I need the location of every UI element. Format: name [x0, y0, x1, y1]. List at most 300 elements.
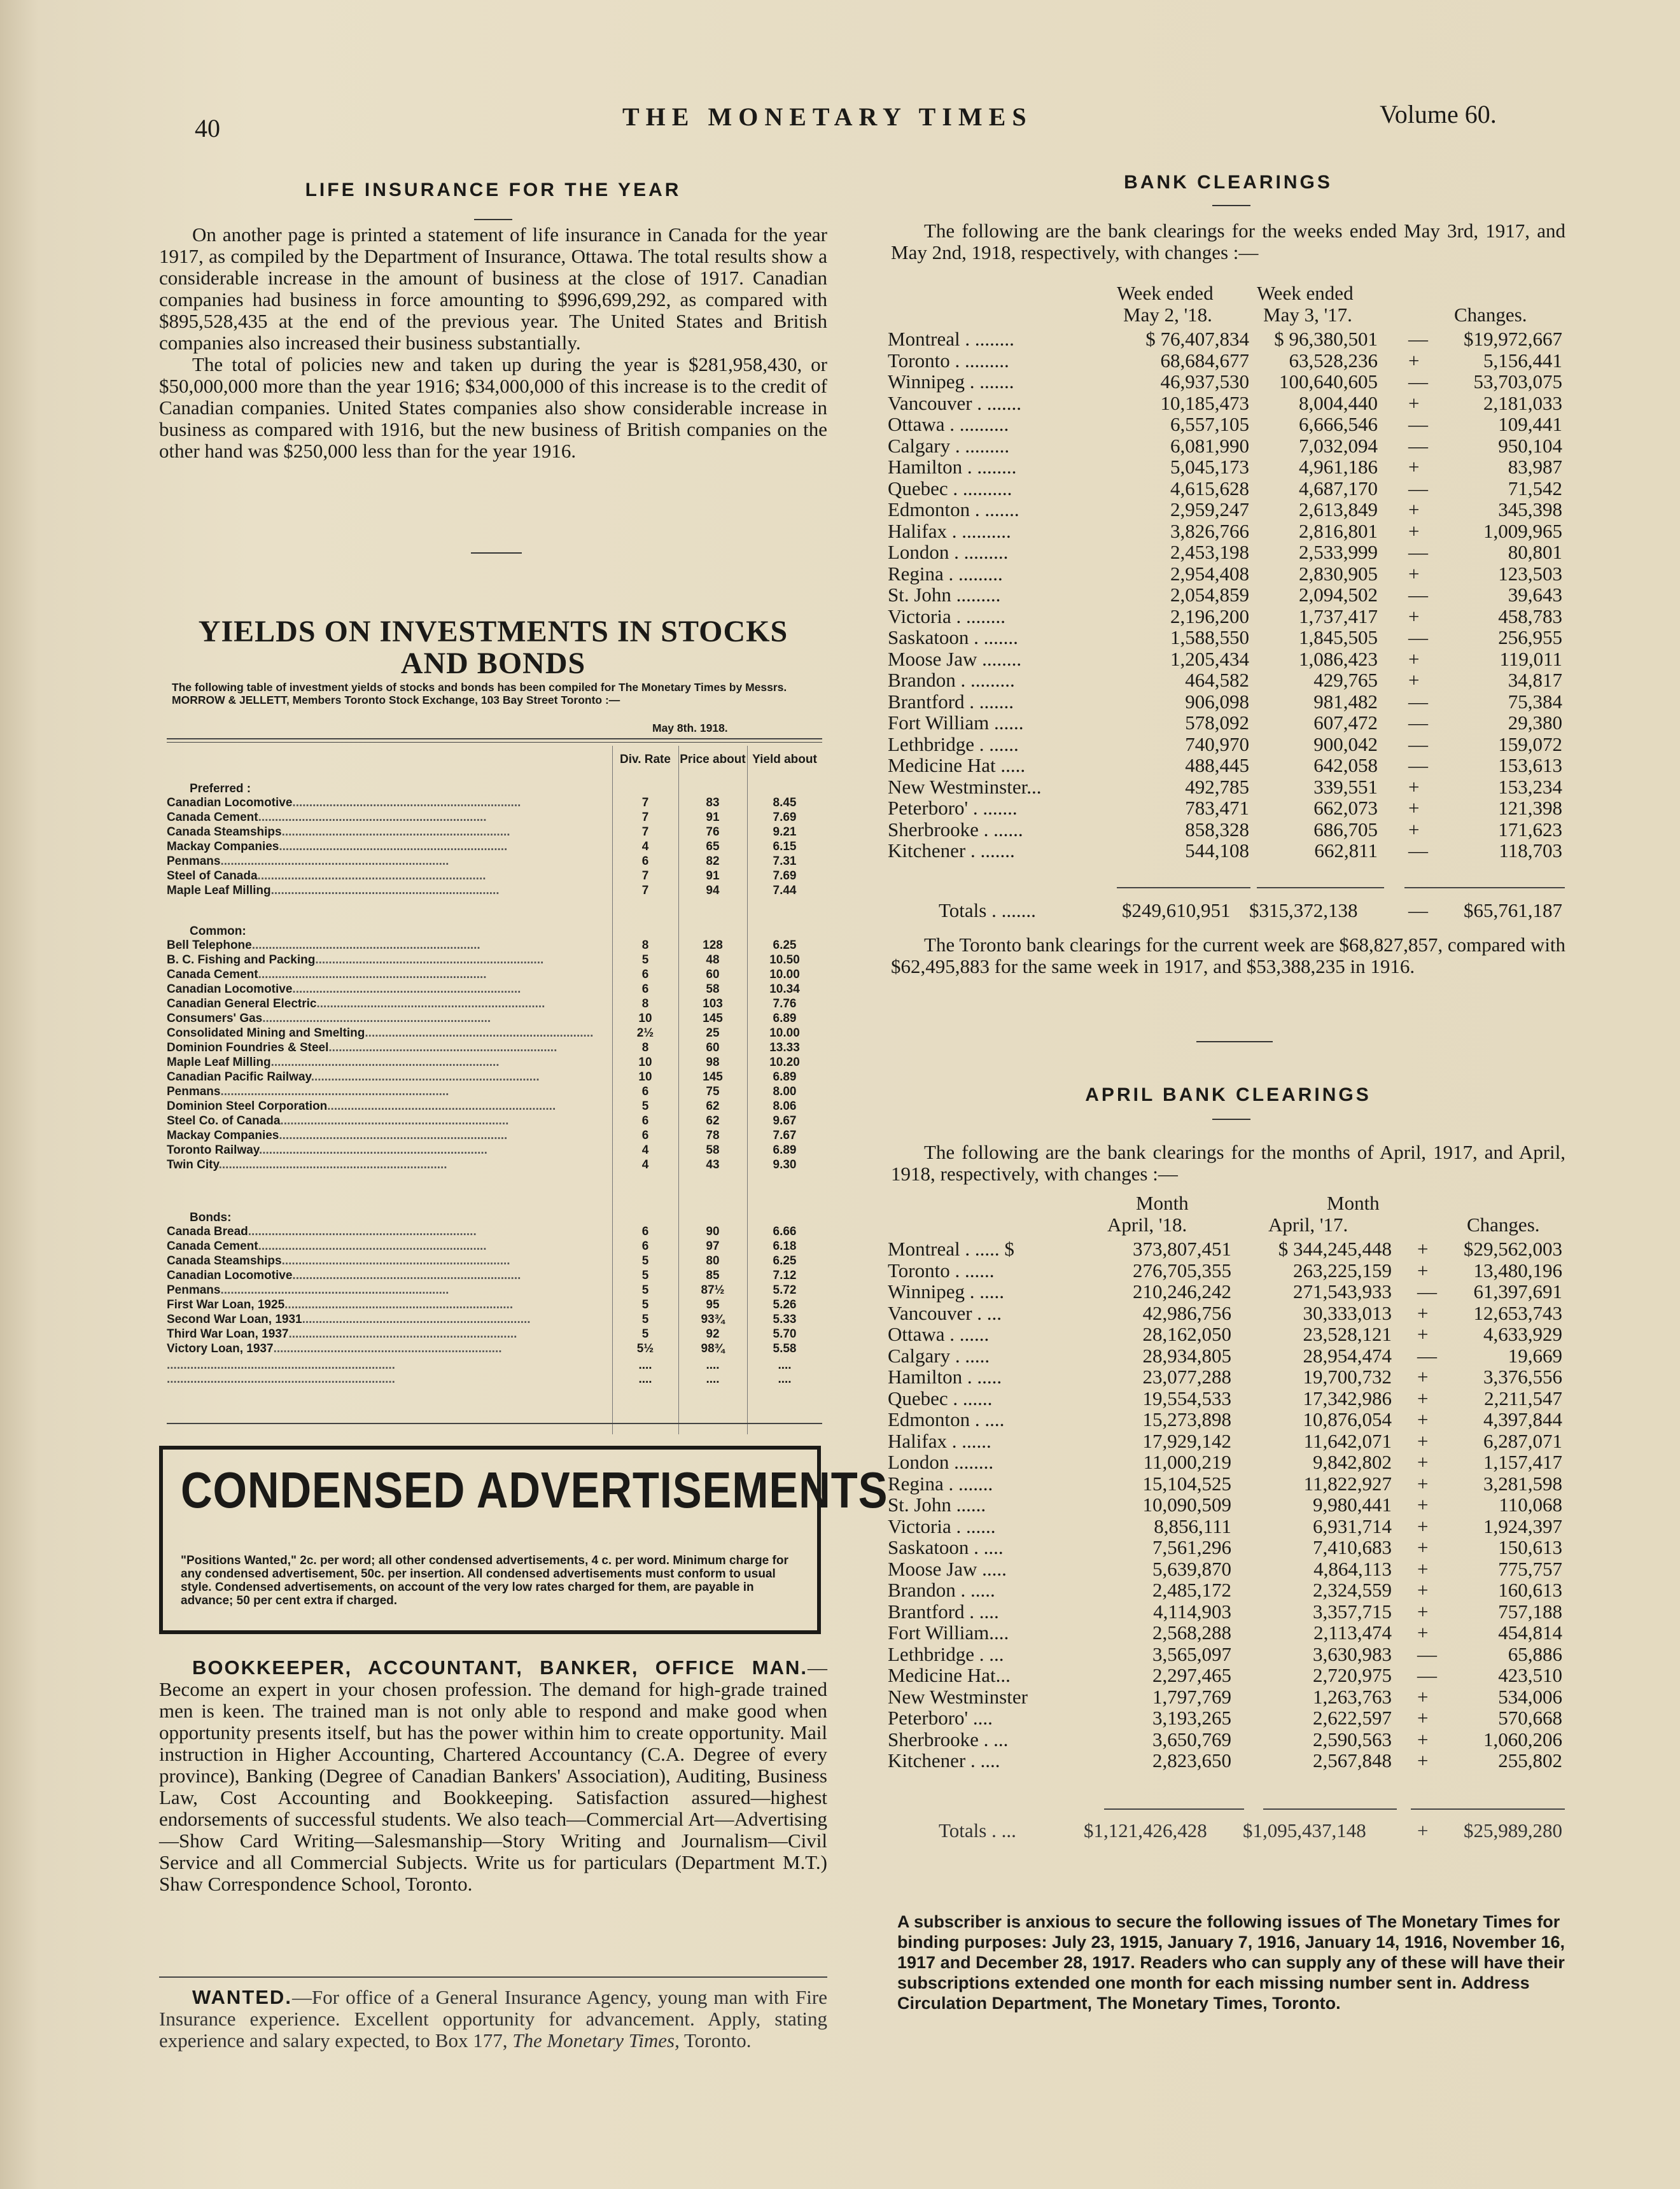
price: 145: [703, 1070, 723, 1084]
change-sign: +: [1417, 1728, 1429, 1751]
table-row: [167, 883, 822, 898]
change-value: 171,623: [1498, 818, 1562, 841]
div-rate: 5: [641, 953, 649, 967]
blank-rows: [167, 1358, 822, 1390]
change-value: 34,817: [1508, 669, 1562, 691]
change-value: 4,397,844: [1483, 1408, 1562, 1430]
life-insurance-title: LIFE INSURANCE FOR THE YEAR: [305, 179, 682, 200]
security-name: [167, 938, 610, 953]
table-row: [167, 1099, 822, 1114]
table-row: [888, 456, 1562, 477]
price: 60: [706, 1041, 720, 1054]
value-previous: 3,357,715: [1313, 1600, 1392, 1623]
yield: 6.18: [773, 1240, 797, 1253]
city: Vancouver . .......: [888, 391, 1022, 414]
city: Edmonton . ....: [888, 1408, 1005, 1430]
change-value: $29,562,003: [1464, 1238, 1562, 1260]
change-sign: —: [1417, 1664, 1437, 1686]
totals-value: $315,372,138: [1249, 899, 1358, 921]
dot-leader: ....................................................................: [262, 1012, 491, 1025]
dot-leader: ....................................................................: [270, 1056, 500, 1069]
change-sign: +: [1417, 1387, 1429, 1409]
col-header-yield: Yield about: [752, 753, 817, 766]
col3-header: Changes.: [1467, 1213, 1540, 1236]
change-sign: +: [1408, 797, 1420, 819]
change-sign: —: [1408, 413, 1428, 435]
dot-leader: ....................................................................: [288, 1327, 517, 1341]
change-sign: +: [1417, 1301, 1429, 1324]
change-sign: —: [1408, 477, 1428, 500]
change-value: 458,783: [1498, 605, 1562, 627]
security-label: Canada Steamships: [167, 1254, 282, 1268]
price: 98¾: [701, 1342, 725, 1355]
value-current: 42,986,756: [1142, 1301, 1231, 1324]
table-row: [167, 1239, 822, 1254]
security-name: [167, 1312, 610, 1327]
price: 128: [703, 939, 723, 952]
city: Moose Jaw .....: [888, 1557, 1007, 1580]
change-value: 3,281,598: [1483, 1472, 1562, 1495]
security-label: Dominion Steel Corporation: [167, 1100, 328, 1113]
yield: 10.50: [769, 953, 800, 967]
table-row: [888, 1644, 1562, 1665]
table-row: [888, 521, 1562, 542]
value-previous: 2,094,502: [1299, 584, 1378, 606]
preferred-label: Preferred :: [190, 782, 251, 795]
value-previous: 607,472: [1313, 711, 1378, 734]
value-previous: 7,410,683: [1313, 1536, 1392, 1558]
security-label: Victory Loan, 1937: [167, 1342, 274, 1355]
change-sign: —: [1408, 541, 1428, 563]
city: Victoria . ......: [888, 1514, 996, 1537]
change-value: 4,633,929: [1483, 1323, 1562, 1345]
value-previous: 1,845,505: [1299, 626, 1378, 648]
change-value: 75,384: [1508, 690, 1562, 713]
div-rate: 6: [641, 1225, 649, 1238]
value-current: 858,328: [1185, 818, 1249, 841]
value-previous: 3,630,983: [1313, 1642, 1392, 1665]
change-value: 153,613: [1498, 754, 1562, 776]
security-name: [167, 1297, 610, 1312]
yield: 10.00: [769, 968, 800, 981]
table-row: [167, 997, 822, 1011]
bank-clearings-intro: [891, 220, 1565, 263]
value-current: 8,856,111: [1154, 1514, 1231, 1537]
table-row: [888, 1345, 1562, 1366]
city: Saskatoon . ....: [888, 1536, 1004, 1558]
price: 75: [706, 1085, 720, 1098]
div-rate: 5: [641, 1100, 649, 1113]
col2-header: Week ended: [1257, 282, 1354, 304]
city: Calgary . .....: [888, 1344, 990, 1367]
table-row: [888, 1537, 1562, 1558]
value-current: 68,684,677: [1160, 349, 1249, 372]
city: Quebec . ..........: [888, 477, 1012, 500]
change-value: 153,234: [1498, 775, 1562, 798]
table-row: [888, 797, 1562, 818]
value-previous: 1,737,417: [1299, 605, 1378, 627]
security-label: Canadian Locomotive: [167, 1269, 293, 1282]
security-name: [167, 1239, 610, 1254]
change-sign: +: [1408, 669, 1420, 691]
value-previous: 30,333,013: [1303, 1301, 1392, 1324]
col2-header: Month: [1327, 1192, 1380, 1214]
change-sign: —: [1408, 370, 1428, 393]
value-current: 906,098: [1185, 690, 1249, 713]
div-rate: 7: [641, 884, 649, 897]
change-sign: +: [1408, 605, 1420, 627]
security-label: Maple Leaf Milling: [167, 884, 271, 897]
table-row: [888, 1473, 1562, 1494]
value-current: $ 76,407,834: [1145, 328, 1249, 350]
security-name: [167, 997, 610, 1011]
table-row: [888, 627, 1562, 648]
yields-table: [167, 746, 822, 1439]
blank-cell: ....: [706, 1373, 720, 1386]
col1-subheader: April, '18.: [1107, 1213, 1187, 1236]
dot-leader: ....................................................................: [281, 1254, 510, 1268]
change-sign: —: [1417, 1280, 1437, 1303]
value-previous: 6,666,546: [1299, 413, 1378, 435]
yield: 7.76: [773, 997, 797, 1011]
value-previous: 23,528,121: [1303, 1323, 1392, 1345]
paragraph: The following are the bank clearings for the weeks ended May 3rd, 1917, and May 2nd, 1918, respectively, with changes :—: [891, 220, 1565, 263]
change-sign: +: [1417, 1685, 1429, 1708]
price: 103: [703, 997, 723, 1011]
div-rate: 6: [641, 1240, 649, 1253]
value-previous: 2,720,975: [1313, 1664, 1392, 1686]
security-label: Penmans: [167, 855, 221, 868]
value-current: 6,557,105: [1170, 413, 1249, 435]
table-row: [167, 1114, 822, 1128]
change-sign: +: [1417, 1429, 1429, 1452]
price: 93¾: [701, 1313, 725, 1326]
change-value: 570,668: [1498, 1707, 1562, 1729]
security-label: First War Loan, 1925: [167, 1298, 285, 1311]
value-previous: 2,324,559: [1313, 1579, 1392, 1601]
value-previous: 6,931,714: [1313, 1514, 1392, 1537]
value-previous: 7,032,094: [1299, 434, 1378, 457]
yield: 10.00: [769, 1026, 800, 1040]
city: Lethbridge . ...: [888, 1642, 1004, 1665]
blank-cell: ....: [638, 1359, 652, 1372]
change-value: 2,211,547: [1484, 1387, 1562, 1409]
col1-header: Week ended: [1117, 282, 1214, 304]
price: 83: [706, 796, 720, 809]
value-current: 15,273,898: [1142, 1408, 1231, 1430]
dot-leader: ....................................................................: [257, 869, 486, 883]
value-current: 464,582: [1185, 669, 1249, 691]
april-clearings-intro: [891, 1142, 1565, 1185]
table-row: [888, 1750, 1562, 1771]
value-current: 2,954,408: [1170, 562, 1249, 585]
security-label: Canada Cement: [167, 811, 258, 824]
change-value: 534,006: [1498, 1685, 1562, 1708]
table-row: [888, 1494, 1562, 1515]
table-row: [888, 1388, 1562, 1409]
change-value: 150,613: [1498, 1536, 1562, 1558]
table-row: [167, 795, 822, 810]
change-value: 1,157,417: [1483, 1451, 1562, 1473]
div-rate: 10: [638, 1070, 652, 1084]
dot-leader: ....................................................................: [279, 840, 508, 853]
price: 95: [706, 1298, 720, 1311]
paragraph: The total of policies new and taken up during the year is $281,958,430, or $50,000,000 more than the year 1916; $34,000,000 of this increase is to the credit of Canadian companies. United States companies also show considerable increase in business as compared with 1916, but the new business of British companies on the other hand was $250,000 less than for the year 1916.: [159, 353, 827, 462]
city: Medicine Hat .....: [888, 754, 1026, 776]
change-sign: +: [1408, 498, 1420, 521]
dot-leader: ....................................................................: [270, 884, 500, 897]
security-name: [167, 869, 610, 883]
paragraph: On another page is printed a statement of life insurance in Canada for the year 1917, as compiled by the Department of Insurance, Ottawa. The total results show a considerable increase in the amount of business at the close of 1917. Canadian companies had business in force amounting to $996,699,292, as compared with $895,528,435 at the end of the previous year. The United States and British companies also increased their business substantially.: [159, 223, 827, 354]
price: 91: [706, 869, 720, 883]
col1-header: Month: [1136, 1192, 1189, 1214]
change-sign: +: [1417, 1472, 1429, 1495]
price: 58: [706, 1143, 720, 1157]
city: New Westminster...: [888, 775, 1042, 798]
dot-leader: ....................................................................: [258, 1143, 487, 1157]
dot-leader: ....................................................................: [281, 825, 510, 839]
dot-leader: ....................................................................: [280, 1114, 509, 1128]
security-name: [167, 810, 610, 825]
change-sign: +: [1417, 1323, 1429, 1345]
change-sign: +: [1408, 562, 1420, 585]
change-value: $19,972,667: [1464, 328, 1562, 350]
divider: [1196, 1041, 1273, 1042]
table-row: [888, 1260, 1562, 1281]
change-value: 160,613: [1498, 1579, 1562, 1601]
change-value: 3,376,556: [1483, 1366, 1562, 1388]
change-sign: —: [1408, 626, 1428, 648]
value-current: 373,807,451: [1133, 1238, 1231, 1260]
value-current: 17,929,142: [1142, 1429, 1231, 1452]
table-row: [888, 1366, 1562, 1387]
div-rate: 5: [641, 1269, 649, 1282]
dot-leader: ....................................................................: [167, 1373, 395, 1386]
dot-leader: ....................................................................: [218, 1158, 447, 1171]
security-label: Canada Steamships: [167, 825, 282, 839]
change-value: 83,987: [1508, 456, 1562, 478]
yield: 6.15: [773, 840, 797, 853]
totals-sign: —: [1408, 899, 1428, 921]
value-previous: 4,864,113: [1313, 1557, 1392, 1580]
table-row: [167, 953, 822, 967]
city: Toronto . .........: [888, 349, 1009, 372]
city: Halifax . ......: [888, 1429, 991, 1452]
value-current: 7,561,296: [1152, 1536, 1231, 1558]
yield: 6.89: [773, 1070, 797, 1084]
col-header-price: Price about: [680, 753, 746, 766]
value-current: 2,196,200: [1170, 605, 1249, 627]
table-row: [888, 350, 1562, 371]
value-current: 783,471: [1185, 797, 1249, 819]
change-value: 109,441: [1498, 413, 1562, 435]
sum-rule: [1411, 1808, 1565, 1810]
div-rate: 5: [641, 1283, 649, 1297]
table-header: [888, 1214, 1562, 1235]
div-rate: 7: [641, 869, 649, 883]
totals-label: Totals . .......: [939, 899, 1036, 921]
value-current: 46,937,530: [1160, 370, 1249, 393]
sum-rule: [1117, 887, 1250, 888]
price: 85: [706, 1269, 720, 1282]
city: Toronto . ......: [888, 1259, 995, 1282]
dot-leader: ....................................................................: [302, 1313, 531, 1326]
security-label: Steel of Canada: [167, 869, 258, 883]
div-rate: 5: [641, 1298, 649, 1311]
yield: 6.66: [773, 1225, 797, 1238]
value-current: 2,453,198: [1170, 541, 1249, 563]
table-row: [888, 1579, 1562, 1600]
div-rate: 2½: [636, 1026, 654, 1040]
col2-subheader: April, '17.: [1268, 1213, 1348, 1236]
change-sign: —: [1408, 711, 1428, 734]
city: Halifax . ..........: [888, 519, 1011, 542]
change-value: 255,802: [1498, 1749, 1562, 1772]
bookkeeper-heading: BOOKKEEPER, ACCOUNTANT, BANKER, OFFICE MAN.: [192, 1656, 808, 1679]
city: Regina . .......: [888, 1472, 993, 1495]
value-previous: 2,113,474: [1313, 1621, 1392, 1644]
security-label: Consolidated Mining and Smelting: [167, 1026, 365, 1040]
city: Kitchener . ....: [888, 1749, 1000, 1772]
table-row: [888, 1238, 1562, 1259]
divider: [159, 1976, 827, 1978]
security-name: [167, 1055, 610, 1070]
city: Peterboro' ....: [888, 1707, 993, 1729]
table-row: [888, 840, 1562, 861]
div-rate: 7: [641, 811, 649, 824]
change-value: 950,104: [1498, 434, 1562, 457]
value-current: 2,823,650: [1152, 1749, 1231, 1772]
value-previous: 686,705: [1313, 818, 1378, 841]
table-row: [888, 1601, 1562, 1622]
dot-leader: ....................................................................: [316, 997, 545, 1011]
change-value: 119,011: [1499, 647, 1562, 670]
value-previous: 28,954,474: [1303, 1344, 1392, 1367]
value-current: 11,000,219: [1143, 1451, 1231, 1473]
div-rate: 4: [641, 1143, 649, 1157]
table-rule: [167, 1423, 822, 1424]
security-name: [167, 1040, 610, 1055]
security-label: Consumers' Gas: [167, 1012, 263, 1025]
change-sign: +: [1417, 1579, 1429, 1601]
yield: 5.70: [773, 1327, 797, 1341]
change-value: 423,510: [1498, 1664, 1562, 1686]
value-current: 3,826,766: [1170, 519, 1249, 542]
value-current: 1,797,769: [1152, 1685, 1231, 1708]
value-previous: 900,042: [1313, 732, 1378, 755]
security-label: Twin City: [167, 1158, 219, 1171]
change-value: 29,380: [1508, 711, 1562, 734]
table-row: [888, 691, 1562, 712]
city: Peterboro' . .......: [888, 797, 1018, 819]
value-previous: 2,590,563: [1313, 1728, 1392, 1751]
city: Brandon . .........: [888, 669, 1015, 691]
value-current: 10,090,509: [1142, 1493, 1231, 1516]
dot-leader: ....................................................................: [284, 1298, 514, 1311]
table-row: [167, 1254, 822, 1268]
change-sign: +: [1408, 818, 1420, 841]
city: Brantford . .......: [888, 690, 1014, 713]
price: 91: [706, 811, 720, 824]
table-row: [888, 1686, 1562, 1707]
city: Montreal . ........: [888, 328, 1014, 350]
price: 82: [706, 855, 720, 868]
dot-leader: ....................................................................: [248, 1225, 477, 1238]
div-rate: 5: [641, 1254, 649, 1268]
price: 48: [706, 953, 720, 967]
change-value: 61,397,691: [1473, 1280, 1562, 1303]
subscriber-notice: A subscriber is anxious to secure the following issues of The Monetary Times for binding purposes: July 23, 1915, January 7, 1916, January 14, 1916, November 16, 1917 and December 28, 1917. Readers who can supply any of these will have their subscriptions extended one month for each missing number sent in. Address Circulation Department, The Monetary Times, Toronto.: [897, 1912, 1565, 2013]
value-previous: 11,642,071: [1303, 1429, 1392, 1452]
yield: 7.69: [773, 869, 797, 883]
table-row: [888, 371, 1562, 392]
change-sign: +: [1417, 1600, 1429, 1623]
table-row: [888, 1729, 1562, 1750]
value-previous: 10,876,054: [1303, 1408, 1392, 1430]
dot-leader: ....................................................................: [365, 1026, 594, 1040]
value-previous: 263,225,159: [1293, 1259, 1392, 1282]
condensed-ads-box: [159, 1446, 888, 1634]
div-rate: 7: [641, 825, 649, 839]
change-sign: +: [1408, 647, 1420, 670]
security-label: Canadian General Electric: [167, 997, 317, 1011]
dot-leader: ....................................................................: [220, 855, 449, 868]
yield: 6.25: [773, 939, 797, 952]
divider: [471, 552, 522, 554]
bank-clearings-title: BANK CLEARINGS: [1124, 172, 1333, 193]
change-value: 5,156,441: [1483, 349, 1562, 372]
col1-subheader: May 2, '18.: [1123, 304, 1212, 326]
security-name: [167, 839, 610, 854]
value-previous: 662,811: [1314, 839, 1378, 862]
city: Vancouver . ...: [888, 1301, 1002, 1324]
security-label: Canadian Locomotive: [167, 796, 293, 809]
paragraph: The Toronto bank clearings for the current week are $68,827,857, compared with $62,495,883 for the same week in 1917, and $53,388,235 in 1916.: [891, 934, 1565, 977]
totals-row: [888, 900, 1562, 921]
value-previous: 2,567,848: [1313, 1749, 1392, 1772]
totals-value: $249,610,951: [1122, 899, 1231, 921]
security-label: Penmans: [167, 1085, 221, 1098]
city: Sherbrooke . ...: [888, 1728, 1009, 1751]
table-row: [888, 1430, 1562, 1451]
yield: 9.67: [773, 1114, 797, 1128]
value-previous: 662,073: [1313, 797, 1378, 819]
yields-title-line1: YIELDS ON INVESTMENTS IN STOCKS: [198, 615, 788, 648]
table-row: [888, 393, 1562, 414]
price: 145: [703, 1012, 723, 1025]
sum-rule: [1257, 887, 1384, 888]
divider: [1212, 1119, 1250, 1120]
change-value: 121,398: [1498, 797, 1562, 819]
dot-leader: ....................................................................: [273, 1342, 502, 1355]
condensed-ads-title: CONDENSED ADVERTISEMENTS: [181, 1462, 888, 1518]
price: 43: [706, 1158, 720, 1171]
value-current: 2,485,172: [1152, 1579, 1231, 1601]
div-rate: 6: [641, 1114, 649, 1128]
security-name: [167, 1070, 610, 1084]
blank-cell: ....: [638, 1373, 652, 1386]
change-sign: +: [1417, 1621, 1429, 1644]
table-row: [888, 1516, 1562, 1537]
blank-cell: ....: [778, 1359, 792, 1372]
yield: 5.72: [773, 1283, 797, 1297]
value-previous: 2,533,999: [1299, 541, 1378, 563]
city: Victoria . ........: [888, 605, 1005, 627]
value-current: 19,554,533: [1142, 1387, 1231, 1409]
dot-leader: ....................................................................: [292, 983, 521, 996]
wanted-ad: [159, 1987, 827, 2052]
blank-cell: ....: [778, 1373, 792, 1386]
